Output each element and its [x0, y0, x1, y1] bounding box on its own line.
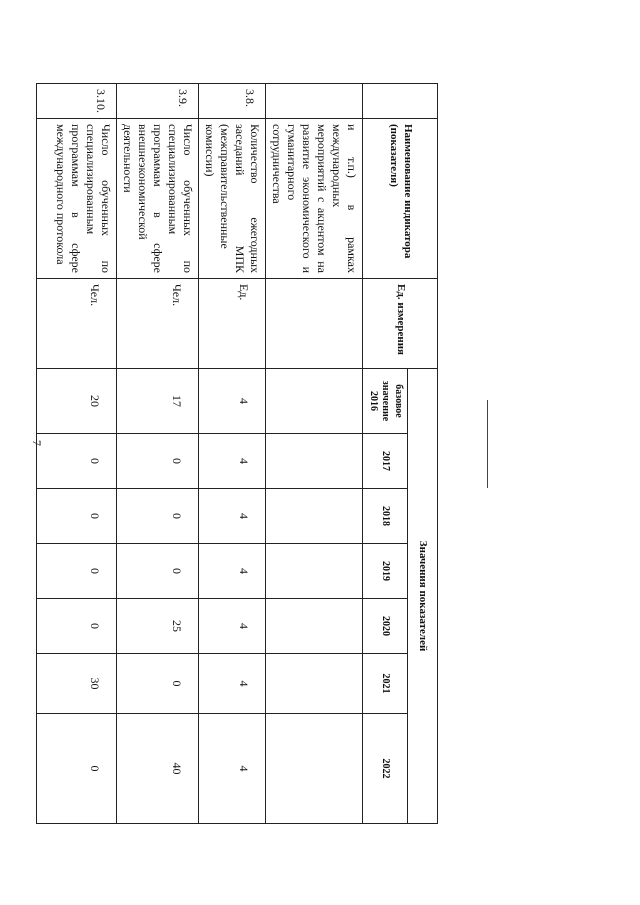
value-cell: [266, 544, 363, 599]
table-row: [37, 84, 117, 824]
value-cell: 4: [199, 599, 266, 654]
header-base-year-label: 2016: [368, 391, 379, 411]
value-cell: 4: [199, 489, 266, 544]
header-year: 2021: [363, 654, 408, 714]
header-name: Наименование индикатора (показателя): [363, 119, 438, 279]
value-cell: 25: [117, 599, 199, 654]
value-cell: 0: [37, 599, 117, 654]
value-cell: 4: [199, 434, 266, 489]
indicator-table: [37, 83, 439, 824]
base-value: 4: [199, 369, 266, 434]
value-cell: [266, 654, 363, 714]
value-cell: 0: [37, 489, 117, 544]
header-year: 2018: [363, 489, 408, 544]
indicator-name: Число обученных по специализированным программам в сфере внешнеэкономической деятельности: [117, 119, 199, 279]
value-cell: 4: [199, 654, 266, 714]
value-cell: 30: [37, 654, 117, 714]
value-cell: [266, 599, 363, 654]
value-cell: 0: [117, 654, 199, 714]
value-cell: 0: [117, 434, 199, 489]
row-number: 3.9.: [117, 84, 199, 119]
value-cell: 4: [199, 544, 266, 599]
separator-line: [487, 400, 488, 488]
indicator-table-rotated: [54, 83, 438, 823]
header-base-year: [363, 369, 408, 434]
table-row: [117, 84, 199, 824]
header-year: 2019: [363, 544, 408, 599]
indicator-name: Количество ежегодных заседаний МПК (межправительственные комиссии): [199, 119, 266, 279]
header-base-line1: базовое: [393, 384, 404, 418]
header-unit: Ед. измерения: [363, 279, 438, 369]
value-cell: [266, 434, 363, 489]
row-number: 3.8.: [199, 84, 266, 119]
header-values: Значения показателей: [408, 369, 438, 824]
header-year: 2022: [363, 714, 408, 824]
value-cell: [266, 489, 363, 544]
value-cell: 4: [199, 714, 266, 824]
indicator-name: и т.п.) в рамках международных мероприятий с акцентом на развитие экономического и гуманитарного сотрудничества: [266, 119, 363, 279]
base-value: [266, 369, 363, 434]
page-number: 7: [30, 440, 44, 446]
value-cell: 0: [37, 434, 117, 489]
unit-cell: Чел.: [117, 279, 199, 369]
value-cell: 0: [37, 714, 117, 824]
table-row: [199, 84, 266, 824]
unit-cell: Ед.: [199, 279, 266, 369]
value-cell: 0: [117, 544, 199, 599]
header-year: 2020: [363, 599, 408, 654]
header-year: 2017: [363, 434, 408, 489]
unit-cell: Чел.: [37, 279, 117, 369]
header-base-line2: значение: [380, 380, 392, 422]
row-number: 3.10.: [37, 84, 117, 119]
value-cell: 0: [37, 544, 117, 599]
base-value: 17: [117, 369, 199, 434]
value-cell: 40: [117, 714, 199, 824]
value-cell: 0: [117, 489, 199, 544]
header-no: [363, 84, 438, 119]
row-number: [266, 84, 363, 119]
value-cell: [266, 714, 363, 824]
indicator-name: Число обученных по специализированным программам в сфере международного протокола: [37, 119, 117, 279]
unit-cell: [266, 279, 363, 369]
base-value: 20: [37, 369, 117, 434]
table-row: [266, 84, 363, 824]
